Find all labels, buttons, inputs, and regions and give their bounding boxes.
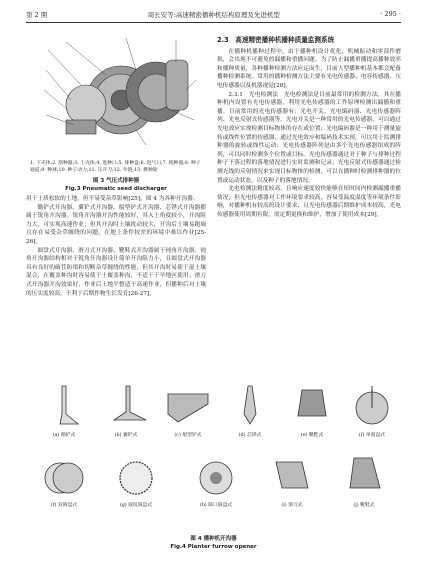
opener-b: (b) 翼铲式 [96, 384, 156, 428]
opener-f: (f) 单圆盘式 [342, 384, 402, 428]
right-intro: 在播种机播种过程中，由于播种机设计优化、机械振动和零部件磨损，会出现不可避免的漏播和重播问题。为了防止漏播重播提高播种效率和播种质量，各种播种检测方法应运而生，目前大型播种机基本都会配备播种检测系统。常用的播种检测方法主要有光电传感器、电容传感器、压电传感器以及机器视觉[28]。 [217, 48, 401, 89]
opener-d: (d) 芯铧式 [220, 384, 280, 428]
left-para-3: 圆盘式开沟器、滑刀式开沟器、靴鞋式开沟器属于钝角开沟器。钝角开沟器结构相对于锐角开沟器设计简单开沟阻力小，且圆盘式开沟器具有良好的破茬防堵和切断杂草缠绕的性能，但其开沟时易使干湿土壤混合，在覆盖种沟时容易使干土覆盖种沟，不适于干旱地区使用；滑刀式开沟器开沟效果好，作业后土地平整适于高速作业，但播种后对土壤的压实度较高，不利于后期作物生长发育[26-27]。 [26, 247, 206, 297]
opener-i: (h) 缺口圆盘式 [186, 454, 246, 498]
opener-g: (f) 双圆盘式 [34, 454, 94, 498]
issue-number: 第 2 期 [26, 10, 48, 19]
fig3-legend: 1. 下壳体;2. 刮种器;3. 上壳体;4. 进种口;5. 排种盘;6. 进气口;7. 搅种器;8. 种子通道;9. 种球;10. 种子动力;11. 压开刀;12. 外链;13. 携种轮 [30, 161, 201, 173]
page-number: · 295 · [380, 10, 401, 18]
running-title: 周长安等:高速精密播种机结构原理及先进机型 [147, 10, 280, 19]
fig3-caption [26, 177, 206, 193]
opener-j: (i) 滑刀式 [262, 454, 322, 498]
left-column [26, 195, 206, 298]
fig3-caption-cn: 图 3 气压式排种器 [92, 178, 140, 184]
left-para-1: 用于土质松软的土地，但不易受杂草影响[25]。图 4 为各种开沟器。 [26, 196, 199, 202]
opener-k: (j) 靴鞋式 [334, 454, 394, 498]
left-para-2: 锄铲式开沟器、翼铲式开沟器、船型铲式开沟器、芯铧式开沟器都属于锐角开沟器。锐角开沟器开沟性能较好，其入土角度较小，开沟阻力大，可实现高速作业；但其开沟时土壤扰动较大，开沟后土壤易跑墒且存在易受杂草缠绕的问题，在地上条件较差的环境中难以作业[25-26]。 [26, 204, 206, 245]
opener-h: (g) 波纹圆盘式 [106, 454, 166, 498]
opener-e: (e) 靴鞋式 [282, 384, 342, 428]
right-column [217, 36, 401, 219]
right-sub2: 光电检测法精度较高，且响应速度较快能够在短时间内检测漏播重播情况；但光电传感器对工作环境要求较高，容易受温度湿度等环境条件影响，对播种机有较高的设计要求，且光电传感器后期维护成本较高，光电传感器使用周期有限，需定期更换和维护，增加了使用成本[29]。 [217, 186, 401, 218]
opener-c: (c) 船型铲式 [158, 384, 218, 428]
opener-a: (a) 锄铲式 [34, 384, 94, 428]
seed-discharger-diagram [26, 30, 206, 158]
fig4-caption-en: Fig.4 Planter furrow opener [170, 544, 257, 550]
section-heading: 2.3 高速精密播种机播种质量监测系统 [217, 36, 335, 44]
fig4-caption-cn: 图 4 播种机开沟器 [190, 536, 237, 542]
right-sub1: 2.3.1 光电检测法 光电检测法是目前最常用的检测方法，其在播种机内设置有光电传感器，利用光电传感器的工作原理检测出漏播和重播。目前常用的光电传感器有：光电开关、光电编码器、光电传感器阵列、光电反射式传感器等。光电开关是一种常用的光电传感器，可以通过光电效应实现检测目标物体的存在或位置；光电编码器是一种用于测量旋转或线性位置的传感器，通过光电效应和编码技术实现，可以用于监测排种器的旋转或线性运动；光电传感器阵列是由多个光电传感器组成的阵列，可以同时检测多个位置或目标。光电传感器通过对于种子与排种过程种子下落过程的落地情况进行实时监测和记录；光电反射式传感器通过检测光线的反射情况来实现目标物体的检测，可以在播种时检测排种器的位置或运动状态，以及种子的落地情况。 [217, 91, 401, 184]
fig4-caption [26, 535, 401, 551]
fig3-caption-en: Fig.3 Pneumatic seed discharger [65, 186, 167, 192]
page-header [26, 8, 401, 23]
